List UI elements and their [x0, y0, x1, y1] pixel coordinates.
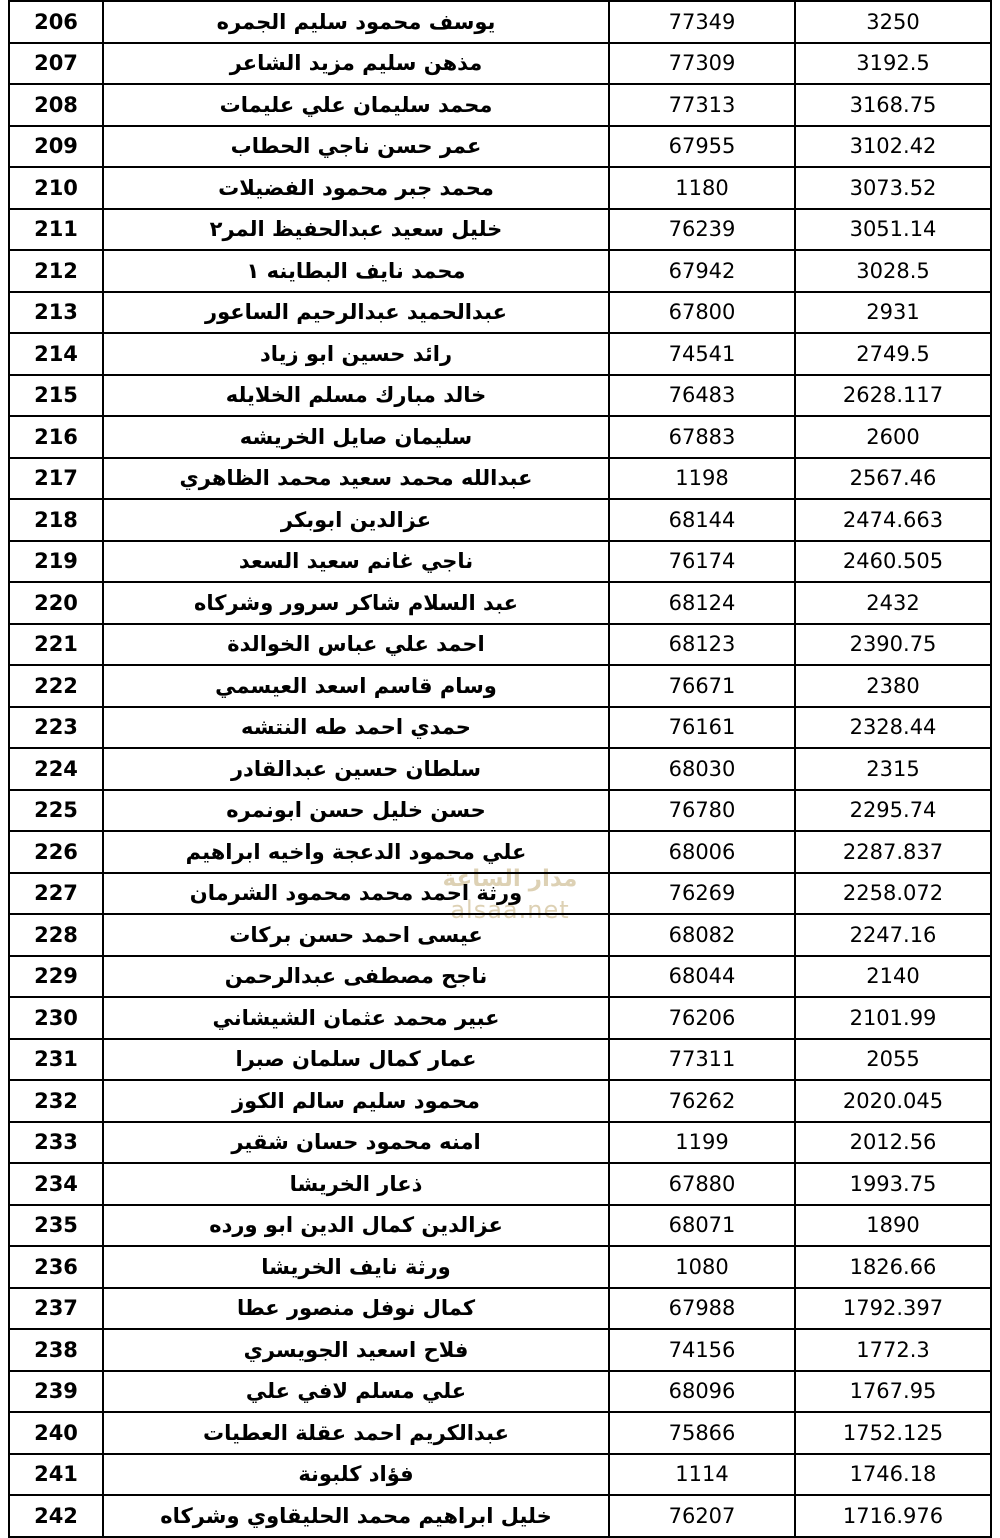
- cell-name: حسن خليل حسن ابونمره: [103, 790, 609, 832]
- cell-index: 219: [9, 541, 103, 583]
- cell-name: وسام قاسم اسعد العيسمي: [103, 665, 609, 707]
- cell-name: يوسف محمود سليم الجمره: [103, 1, 609, 43]
- cell-amount: 2020.045: [795, 1080, 991, 1122]
- cell-code: 67942: [609, 250, 795, 292]
- cell-name: امنه محمود حسان شقير: [103, 1122, 609, 1164]
- cell-code: 67883: [609, 416, 795, 458]
- cell-amount: 2749.5: [795, 333, 991, 375]
- cell-name: عزالدين كمال الدين ابو ورده: [103, 1205, 609, 1247]
- table-row: [9, 997, 991, 1039]
- table-row: [9, 1412, 991, 1454]
- cell-code: 76207: [609, 1495, 795, 1537]
- cell-name: محمد جبر محمود الفضيلات: [103, 167, 609, 209]
- cell-amount: 2390.75: [795, 624, 991, 666]
- cell-name: علي مسلم لافي علي: [103, 1371, 609, 1413]
- table-row: [9, 375, 991, 417]
- cell-amount: 3028.5: [795, 250, 991, 292]
- cell-amount: 3168.75: [795, 84, 991, 126]
- cell-name: مذهن سليم مزيد الشاعر: [103, 43, 609, 85]
- cell-code: 76483: [609, 375, 795, 417]
- cell-index: 217: [9, 458, 103, 500]
- cell-name: عبدالحميد عبدالرحيم الساعور: [103, 292, 609, 334]
- cell-name: ناجي غانم سعيد السعد: [103, 541, 609, 583]
- cell-amount: 2931: [795, 292, 991, 334]
- table-row: [9, 43, 991, 85]
- cell-code: 1199: [609, 1122, 795, 1164]
- cell-name: خالد مبارك مسلم الخلايله: [103, 375, 609, 417]
- cell-code: 68144: [609, 499, 795, 541]
- table-row: [9, 209, 991, 251]
- cell-name: فلاح اسعيد الجويسري: [103, 1329, 609, 1371]
- table-row: [9, 707, 991, 749]
- cell-name: سليمان صايل الخريشه: [103, 416, 609, 458]
- cell-code: 76206: [609, 997, 795, 1039]
- cell-code: 75866: [609, 1412, 795, 1454]
- cell-index: 211: [9, 209, 103, 251]
- cell-code: 68071: [609, 1205, 795, 1247]
- table-row: [9, 167, 991, 209]
- cell-index: 239: [9, 1371, 103, 1413]
- cell-code: 76239: [609, 209, 795, 251]
- cell-index: 207: [9, 43, 103, 85]
- cell-index: 224: [9, 748, 103, 790]
- cell-code: 77311: [609, 1039, 795, 1081]
- cell-code: 67988: [609, 1288, 795, 1330]
- cell-code: 1180: [609, 167, 795, 209]
- table-row: [9, 582, 991, 624]
- table-row: [9, 416, 991, 458]
- cell-index: 214: [9, 333, 103, 375]
- cell-code: 76262: [609, 1080, 795, 1122]
- cell-index: 210: [9, 167, 103, 209]
- cell-name: ذعار الخريشا: [103, 1163, 609, 1205]
- cell-code: 68006: [609, 831, 795, 873]
- cell-name: ورثة احمد محمد محمود الشرمان: [103, 873, 609, 915]
- table-row: [9, 665, 991, 707]
- cell-amount: 2432: [795, 582, 991, 624]
- cell-code: 1114: [609, 1454, 795, 1496]
- table-row: [9, 1371, 991, 1413]
- table-row: [9, 1163, 991, 1205]
- cell-name: عبدالكريم احمد عقلة العطيات: [103, 1412, 609, 1454]
- cell-amount: 1746.18: [795, 1454, 991, 1496]
- cell-name: كمال نوفل منصور عطا: [103, 1288, 609, 1330]
- cell-name: سلطان حسين عبدالقادر: [103, 748, 609, 790]
- cell-index: 216: [9, 416, 103, 458]
- cell-index: 235: [9, 1205, 103, 1247]
- cell-index: 237: [9, 1288, 103, 1330]
- cell-amount: 2628.117: [795, 375, 991, 417]
- table-row: [9, 333, 991, 375]
- cell-code: 68124: [609, 582, 795, 624]
- table-body: [9, 1, 991, 1537]
- cell-name: ورثة نايف الخريشا: [103, 1246, 609, 1288]
- cell-name: خليل ابراهيم محمد الحليقاوي وشركاه: [103, 1495, 609, 1537]
- cell-name: فؤاد كلبونة: [103, 1454, 609, 1496]
- cell-code: 68030: [609, 748, 795, 790]
- cell-index: 228: [9, 914, 103, 956]
- table-row: [9, 1039, 991, 1081]
- table-row: [9, 250, 991, 292]
- cell-amount: 2315: [795, 748, 991, 790]
- cell-amount: 2140: [795, 956, 991, 998]
- table-row: [9, 956, 991, 998]
- cell-index: 226: [9, 831, 103, 873]
- cell-code: 77309: [609, 43, 795, 85]
- cell-index: 242: [9, 1495, 103, 1537]
- cell-name: علي محمود الدعجة واخيه ابراهيم: [103, 831, 609, 873]
- cell-index: 236: [9, 1246, 103, 1288]
- cell-amount: 2567.46: [795, 458, 991, 500]
- cell-amount: 2474.663: [795, 499, 991, 541]
- cell-code: 68082: [609, 914, 795, 956]
- cell-index: 233: [9, 1122, 103, 1164]
- table-row: [9, 458, 991, 500]
- cell-name: محمد سليمان علي عليمات: [103, 84, 609, 126]
- cell-amount: 1716.976: [795, 1495, 991, 1537]
- cell-amount: 1767.95: [795, 1371, 991, 1413]
- cell-amount: 2101.99: [795, 997, 991, 1039]
- cell-amount: 2258.072: [795, 873, 991, 915]
- cell-index: 222: [9, 665, 103, 707]
- table-row: [9, 790, 991, 832]
- cell-name: خليل سعيد عبدالحفيظ المر٢: [103, 209, 609, 251]
- cell-name: محمد نايف البطاينه ١: [103, 250, 609, 292]
- cell-amount: 2460.505: [795, 541, 991, 583]
- cell-index: 238: [9, 1329, 103, 1371]
- cell-index: 206: [9, 1, 103, 43]
- table-row: [9, 1288, 991, 1330]
- table-row: [9, 1122, 991, 1164]
- cell-amount: 1993.75: [795, 1163, 991, 1205]
- cell-code: 1080: [609, 1246, 795, 1288]
- cell-amount: 3250: [795, 1, 991, 43]
- cell-name: حمدي احمد طه النتشه: [103, 707, 609, 749]
- cell-amount: 3073.52: [795, 167, 991, 209]
- watermark-arabic-text: مدار الساعة: [442, 866, 578, 892]
- cell-index: 213: [9, 292, 103, 334]
- table-row: [9, 292, 991, 334]
- cell-amount: 1752.125: [795, 1412, 991, 1454]
- cell-name: ناجح مصطفى عبدالرحمن: [103, 956, 609, 998]
- cell-amount: 2328.44: [795, 707, 991, 749]
- cell-amount: 2247.16: [795, 914, 991, 956]
- cell-code: 76780: [609, 790, 795, 832]
- cell-index: 241: [9, 1454, 103, 1496]
- cell-code: 68044: [609, 956, 795, 998]
- table-row: [9, 624, 991, 666]
- table-row: [9, 1454, 991, 1496]
- cell-amount: 1890: [795, 1205, 991, 1247]
- cell-amount: 3051.14: [795, 209, 991, 251]
- cell-index: 212: [9, 250, 103, 292]
- table-row: [9, 1246, 991, 1288]
- table-row: [9, 1205, 991, 1247]
- cell-index: 229: [9, 956, 103, 998]
- cell-name: عيسى احمد حسن بركات: [103, 914, 609, 956]
- cell-name: محمود سليم سالم الكوز: [103, 1080, 609, 1122]
- cell-amount: 1826.66: [795, 1246, 991, 1288]
- cell-name: عبدالله محمد سعيد محمد الظاهري: [103, 458, 609, 500]
- cell-index: 227: [9, 873, 103, 915]
- cell-code: 1198: [609, 458, 795, 500]
- cell-code: 67880: [609, 1163, 795, 1205]
- cell-code: 67800: [609, 292, 795, 334]
- table-row: [9, 499, 991, 541]
- cell-code: 68123: [609, 624, 795, 666]
- cell-index: 221: [9, 624, 103, 666]
- table-row: [9, 1080, 991, 1122]
- cell-index: 208: [9, 84, 103, 126]
- cell-code: 76671: [609, 665, 795, 707]
- cell-code: 76161: [609, 707, 795, 749]
- cell-amount: 3192.5: [795, 43, 991, 85]
- cell-name: عمر حسن ناجي الحطاب: [103, 126, 609, 168]
- table-row: [9, 541, 991, 583]
- cell-name: عبير محمد عثمان الشيشاني: [103, 997, 609, 1039]
- cell-index: 230: [9, 997, 103, 1039]
- table-row: [9, 873, 991, 915]
- cell-amount: 1792.397: [795, 1288, 991, 1330]
- cell-amount: 2055: [795, 1039, 991, 1081]
- cell-code: 77349: [609, 1, 795, 43]
- cell-code: 76269: [609, 873, 795, 915]
- cell-index: 209: [9, 126, 103, 168]
- cell-index: 220: [9, 582, 103, 624]
- cell-code: 67955: [609, 126, 795, 168]
- table-row: [9, 914, 991, 956]
- cell-index: 223: [9, 707, 103, 749]
- cell-name: عزالدين ابوبكر: [103, 499, 609, 541]
- cell-amount: 2600: [795, 416, 991, 458]
- cell-code: 74156: [609, 1329, 795, 1371]
- table-row: [9, 1329, 991, 1371]
- records-table: [8, 0, 992, 1538]
- cell-name: عبد السلام شاكر سرور وشركاه: [103, 582, 609, 624]
- cell-index: 232: [9, 1080, 103, 1122]
- cell-index: 231: [9, 1039, 103, 1081]
- cell-name: احمد علي عباس الخوالدة: [103, 624, 609, 666]
- cell-name: رائد حسين ابو زياد: [103, 333, 609, 375]
- cell-index: 218: [9, 499, 103, 541]
- cell-index: 215: [9, 375, 103, 417]
- table-row: [9, 748, 991, 790]
- cell-index: 240: [9, 1412, 103, 1454]
- cell-amount: 2295.74: [795, 790, 991, 832]
- cell-amount: 2380: [795, 665, 991, 707]
- cell-amount: 3102.42: [795, 126, 991, 168]
- cell-amount: 1772.3: [795, 1329, 991, 1371]
- cell-index: 225: [9, 790, 103, 832]
- table-row: [9, 831, 991, 873]
- cell-index: 234: [9, 1163, 103, 1205]
- cell-code: 68096: [609, 1371, 795, 1413]
- watermark-site-text: alsaa.net: [450, 896, 570, 924]
- table-row: [9, 84, 991, 126]
- table-row: [9, 1495, 991, 1537]
- cell-amount: 2012.56: [795, 1122, 991, 1164]
- cell-name: عمار كمال سلمان صبرا: [103, 1039, 609, 1081]
- cell-amount: 2287.837: [795, 831, 991, 873]
- cell-code: 76174: [609, 541, 795, 583]
- cell-code: 77313: [609, 84, 795, 126]
- cell-code: 74541: [609, 333, 795, 375]
- table-row: [9, 126, 991, 168]
- table-row: [9, 1, 991, 43]
